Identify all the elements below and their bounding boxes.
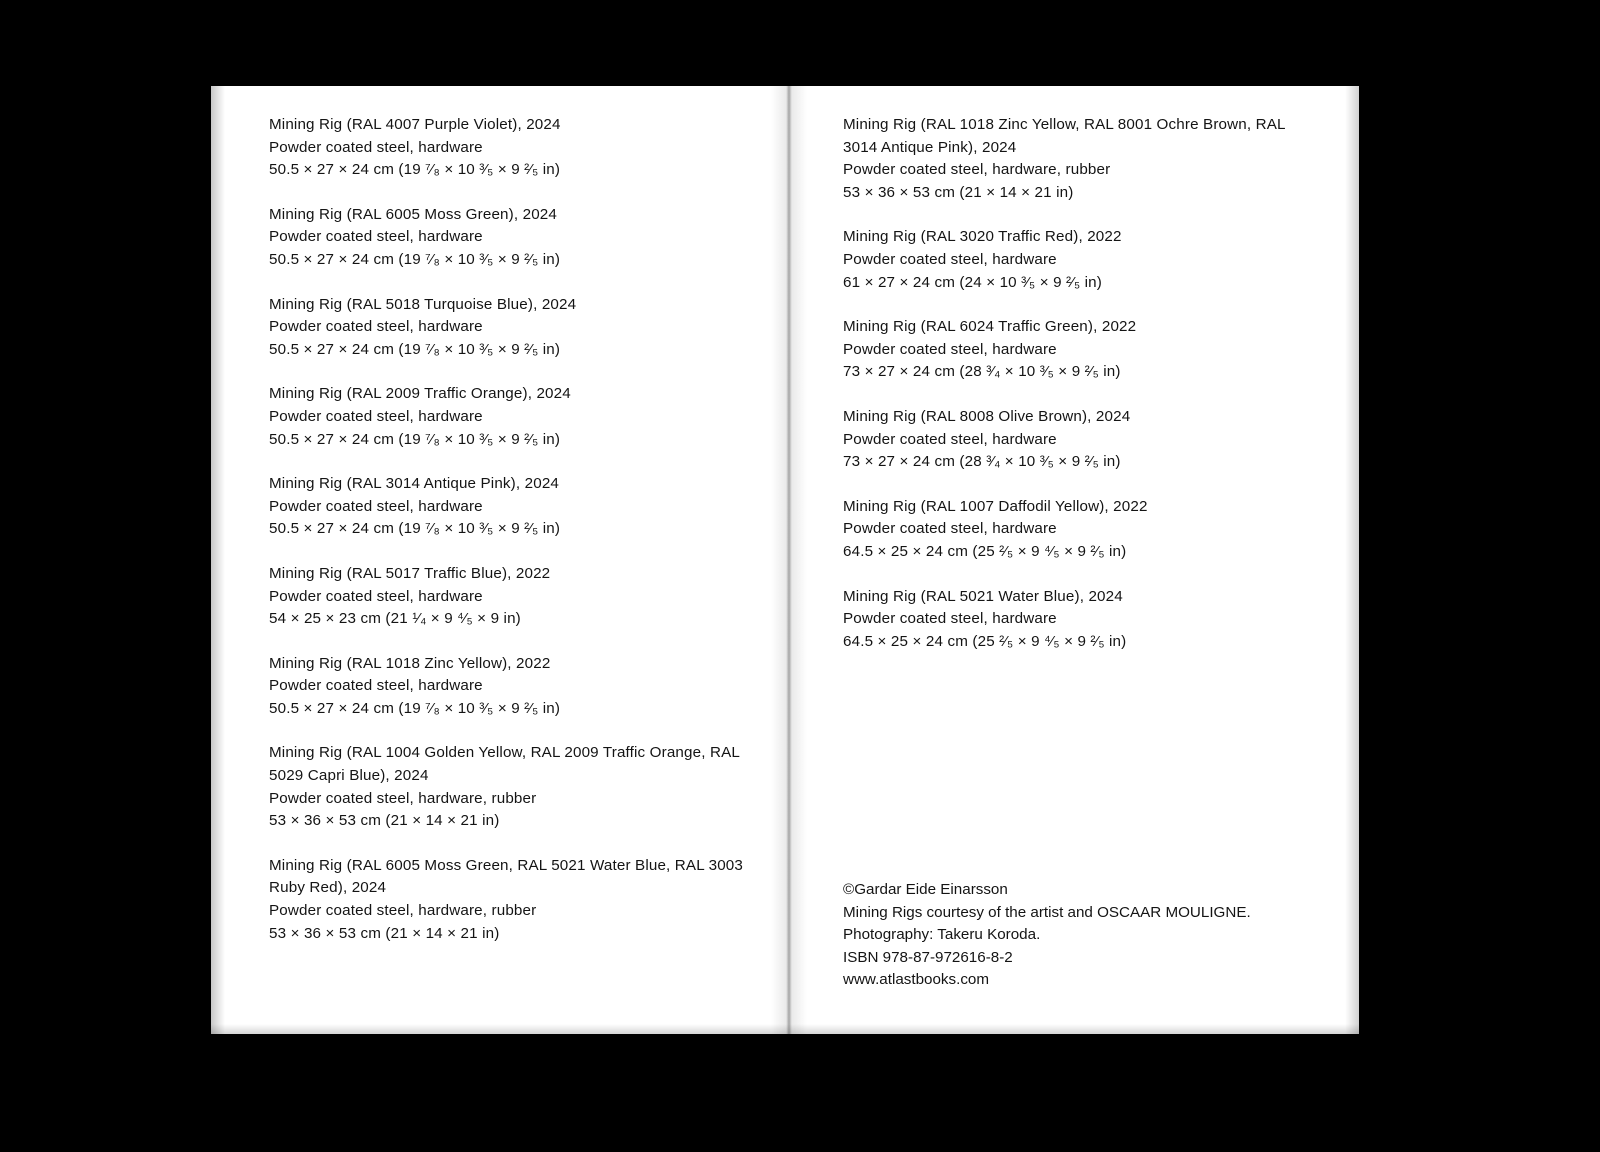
artwork-entry — [843, 316, 1319, 384]
artwork-title: Mining Rig (RAL 5018 Turquoise Blue), 2024 — [269, 295, 577, 313]
artwork-materials: Powder coated steel, hardware — [843, 430, 1057, 448]
artwork-entry — [843, 406, 1319, 474]
artwork-dimensions: 64.5 × 25 × 24 cm (25 ²⁄₅ × 9 ⁴⁄₅ × 9 ²⁄₅ in) — [843, 542, 1127, 560]
artwork-entry — [843, 586, 1319, 654]
artwork-materials: Powder coated steel, hardware, rubber — [269, 789, 537, 807]
artwork-materials: Powder coated steel, hardware, rubber — [843, 161, 1111, 179]
artwork-title: Mining Rig (RAL 6024 Traffic Green), 2022 — [843, 318, 1137, 336]
artwork-materials: Powder coated steel, hardware — [269, 677, 483, 695]
photography-credit: Photography: Takeru Koroda. — [843, 926, 1041, 944]
artwork-title: Mining Rig (RAL 1004 Golden Yellow, RAL 2009 Traffic Orange, RAL 5029 Capri Blue), 2024 — [269, 744, 740, 785]
artwork-title: Mining Rig (RAL 1018 Zinc Yellow, RAL 8001 Ochre Brown, RAL 3014 Antique Pink), 2024 — [843, 116, 1286, 156]
artwork-materials: Powder coated steel, hardware — [843, 520, 1057, 538]
copyright-line: ©Gardar Eide Einarsson — [843, 881, 1008, 899]
artwork-title: Mining Rig (RAL 4007 Purple Violet), 2024 — [269, 116, 561, 133]
artwork-dimensions: 64.5 × 25 × 24 cm (25 ²⁄₅ × 9 ⁴⁄₅ × 9 ²⁄₅ in) — [843, 632, 1127, 650]
artwork-title: Mining Rig (RAL 3020 Traffic Red), 2022 — [843, 228, 1122, 246]
artwork-entry — [269, 294, 745, 362]
artwork-title: Mining Rig (RAL 1007 Daffodil Yellow), 2022 — [843, 497, 1148, 515]
artwork-materials: Powder coated steel, hardware — [843, 250, 1057, 268]
artwork-materials: Powder coated steel, hardware — [269, 407, 483, 425]
right-page — [785, 86, 1359, 1034]
artwork-materials: Powder coated steel, hardware, rubber — [269, 902, 537, 920]
artwork-title: Mining Rig (RAL 8008 Olive Brown), 2024 — [843, 407, 1131, 425]
artwork-dimensions: 73 × 27 × 24 cm (28 ³⁄₄ × 10 ³⁄₅ × 9 ²⁄₅ in) — [843, 453, 1121, 471]
artwork-dimensions: 50.5 × 27 × 24 cm (19 ⁷⁄₈ × 10 ³⁄₅ × 9 ²⁄₅ in) — [269, 430, 561, 448]
colophon — [843, 879, 1251, 992]
artwork-title: Mining Rig (RAL 2009 Traffic Orange), 2024 — [269, 385, 571, 403]
artwork-dimensions: 53 × 36 × 53 cm (21 × 14 × 21 in) — [843, 183, 1074, 201]
artwork-entry — [269, 114, 745, 182]
artwork-title: Mining Rig (RAL 3014 Antique Pink), 2024 — [269, 475, 560, 493]
artwork-title: Mining Rig (RAL 6005 Moss Green), 2024 — [269, 205, 558, 223]
artwork-title: Mining Rig (RAL 5021 Water Blue), 2024 — [843, 587, 1123, 605]
artwork-entry — [269, 204, 745, 272]
artwork-dimensions: 50.5 × 27 × 24 cm (19 ⁷⁄₈ × 10 ³⁄₅ × 9 ²⁄₅ in) — [269, 699, 561, 717]
artwork-dimensions: 50.5 × 27 × 24 cm (19 ⁷⁄₈ × 10 ³⁄₅ × 9 ²⁄₅ in) — [269, 250, 561, 268]
website-line: www.atlastbooks.com — [843, 971, 990, 989]
artwork-dimensions: 73 × 27 × 24 cm (28 ³⁄₄ × 10 ³⁄₅ × 9 ²⁄₅ in) — [843, 363, 1121, 381]
artwork-dimensions: 50.5 × 27 × 24 cm (19 ⁷⁄₈ × 10 ³⁄₅ × 9 ²⁄₅ in) — [269, 340, 561, 358]
artwork-materials: Powder coated steel, hardware — [269, 228, 483, 246]
artwork-dimensions: 53 × 36 × 53 cm (21 × 14 × 21 in) — [269, 812, 500, 830]
artwork-dimensions: 54 × 25 × 23 cm (21 ¹⁄₄ × 9 ⁴⁄₅ × 9 in) — [269, 610, 521, 628]
artwork-entry — [843, 226, 1319, 294]
artwork-dimensions: 50.5 × 27 × 24 cm (19 ⁷⁄₈ × 10 ³⁄₅ × 9 ²⁄₅ in) — [269, 520, 561, 538]
artwork-dimensions: 53 × 36 × 53 cm (21 × 14 × 21 in) — [269, 924, 500, 942]
artwork-entry — [269, 653, 745, 721]
artwork-materials: Powder coated steel, hardware — [269, 318, 483, 336]
artwork-title: Mining Rig (RAL 5017 Traffic Blue), 2022 — [269, 564, 551, 582]
artwork-title: Mining Rig (RAL 6005 Moss Green, RAL 5021 Water Blue, RAL 3003 Ruby Red), 2024 — [269, 856, 743, 897]
artwork-entry — [269, 383, 745, 451]
artwork-entry — [269, 473, 745, 541]
artwork-entry — [843, 496, 1319, 564]
artwork-entry — [269, 563, 745, 631]
artwork-entry — [269, 742, 745, 832]
artwork-dimensions: 61 × 27 × 24 cm (24 × 10 ³⁄₅ × 9 ²⁄₅ in) — [843, 273, 1102, 291]
artwork-dimensions: 50.5 × 27 × 24 cm (19 ⁷⁄₈ × 10 ³⁄₅ × 9 ²⁄₅ in) — [269, 161, 561, 179]
artwork-materials: Powder coated steel, hardware — [269, 497, 483, 515]
artwork-materials: Powder coated steel, hardware — [843, 340, 1057, 358]
left-page — [211, 86, 785, 1034]
artwork-materials: Powder coated steel, hardware — [269, 587, 483, 605]
artwork-materials: Powder coated steel, hardware — [269, 138, 483, 156]
artwork-entry — [843, 114, 1319, 204]
courtesy-line: Mining Rigs courtesy of the artist and OSCAAR MOULIGNE. — [843, 903, 1251, 921]
artwork-materials: Powder coated steel, hardware — [843, 610, 1057, 628]
isbn-line: ISBN 978-87-972616-8-2 — [843, 948, 1013, 966]
open-book-spread — [211, 86, 1359, 1034]
artwork-entry — [269, 855, 745, 945]
artwork-title: Mining Rig (RAL 1018 Zinc Yellow), 2022 — [269, 654, 551, 672]
